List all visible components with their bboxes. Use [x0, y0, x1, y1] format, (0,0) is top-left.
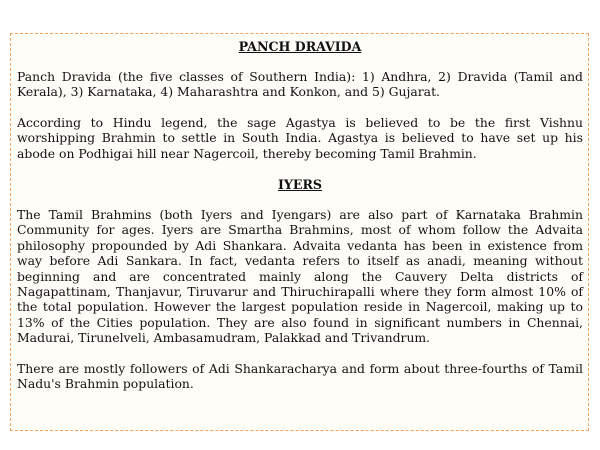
section-heading-panch-dravida: PANCH DRAVIDA — [238, 39, 362, 54]
paragraph: The Tamil Brahmins (both Iyers and Iyengars) are also part of Karnataka Brahmin Community for ages. Iyers are Smartha Brahmins, most of whom follow the Advaita philosophy propounded by Adi Shankara. Advaita vedanta has been in existence from way before Adi Sankara. In fact, vedanta refers to itself as anadi, meaning without beginning and are concentrated mainly along the Cauvery Delta districts of Nagapattinam, Thanjavur, Tiruvarur and Thiruchirapalli where they form almost 10% of the total population. However the largest population reside in Nagercoil, making up to 13% of the Cities population. They are also found in significant numbers in Chennai, Madurai, Tirunelveli, Ambasamudram, Palakkad and Trivandrum. — [17, 207, 583, 346]
document-content — [17, 38, 583, 392]
paragraph: Panch Dravida (the five classes of Southern India): 1) Andhra, 2) Dravida (Tamil and Kerala), 3) Karnataka, 4) Maharashtra and Konkon, and 5) Gujarat. — [17, 69, 583, 100]
paragraph: There are mostly followers of Adi Shankaracharya and form about three-fourths of Tamil Nadu's Brahmin population. — [17, 360, 583, 392]
section-heading-iyers: IYERS — [277, 177, 323, 193]
document-frame — [10, 33, 589, 431]
paragraph: According to Hindu legend, the sage Agastya is believed to be the first Vishnu worshipping Brahmin to settle in South India. Agastya is believed to have set up his abode on Podhigai hill near Nagercoil, thereby becoming Tamil Brahmin. — [17, 114, 583, 161]
